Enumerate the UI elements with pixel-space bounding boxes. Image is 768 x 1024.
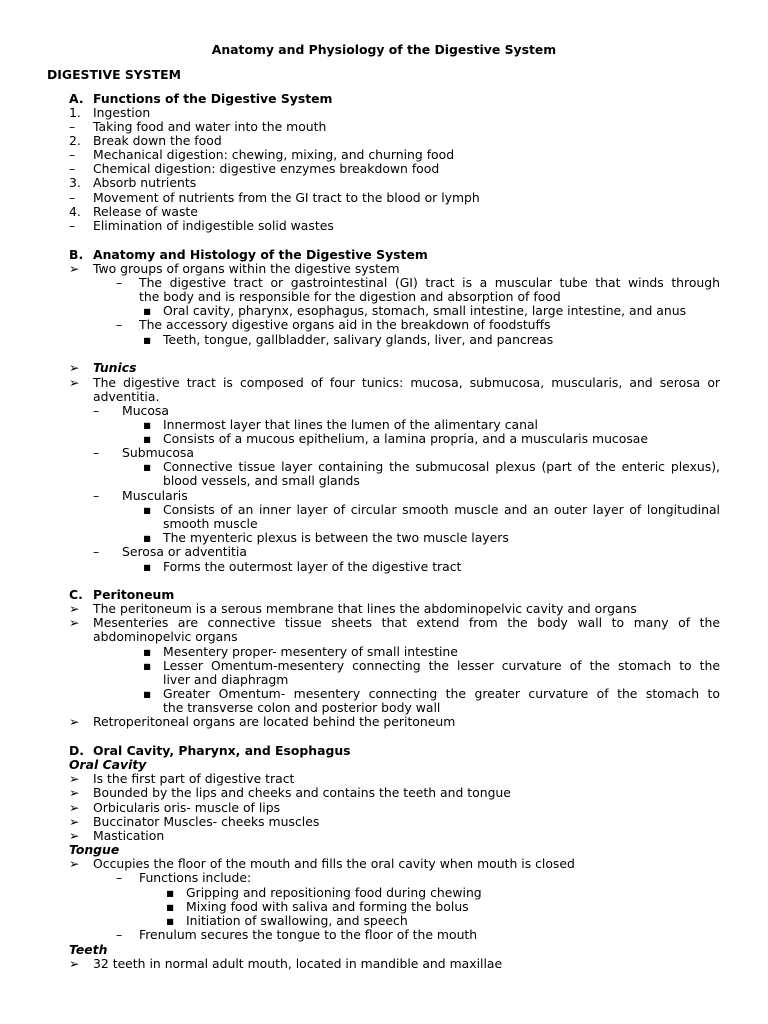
arrow-bullet-icon: ➢ <box>69 714 80 729</box>
list-item-continuation: adventitia. <box>93 389 160 404</box>
square-bullet-icon: ▪ <box>143 502 152 517</box>
arrow-bullet-icon: ➢ <box>69 771 80 786</box>
list-item: Mixing food with saliva and forming the bolus <box>186 899 469 914</box>
section-d-label: D. <box>69 743 84 758</box>
tongue-heading: Tongue <box>69 842 120 857</box>
arrow-bullet-icon: ➢ <box>69 828 80 843</box>
arrow-bullet-icon: ➢ <box>69 856 80 871</box>
section-d-heading: Oral Cavity, Pharynx, and Esophagus <box>93 743 351 758</box>
square-bullet-icon: ▪ <box>166 913 175 928</box>
square-bullet-icon: ▪ <box>166 885 175 900</box>
arrow-bullet-icon: ➢ <box>69 800 80 815</box>
square-bullet-icon: ▪ <box>143 559 152 574</box>
dash-bullet-icon: – <box>116 317 123 332</box>
square-bullet-icon: ▪ <box>143 417 152 432</box>
square-bullet-icon: ▪ <box>143 658 152 673</box>
list-item: Greater Omentum- mesentery connecting the greater curvature of the stomach to <box>163 686 720 701</box>
list-item: Frenulum secures the tongue to the floor of the mouth <box>139 927 478 942</box>
section-b-label: B. <box>69 247 84 262</box>
list-item-continuation: blood vessels, and small glands <box>163 473 360 488</box>
square-bullet-icon: ▪ <box>143 686 152 701</box>
list-item: Teeth, tongue, gallbladder, salivary glands, liver, and pancreas <box>163 332 554 347</box>
square-bullet-icon: ▪ <box>166 899 175 914</box>
square-bullet-icon: ▪ <box>143 431 152 446</box>
list-item: Orbicularis oris- muscle of lips <box>93 800 281 815</box>
dash-bullet-icon: – <box>93 403 100 418</box>
arrow-bullet-icon: ➢ <box>69 615 80 630</box>
list-item: The peritoneum is a serous membrane that lines the abdominopelvic cavity and organs <box>93 601 637 616</box>
list-item: Mastication <box>93 828 165 843</box>
list-item: Taking food and water into the mouth <box>93 119 327 134</box>
list-item: Two groups of organs within the digestive system <box>93 261 400 276</box>
tunics-heading: Tunics <box>93 360 137 375</box>
square-bullet-icon: ▪ <box>143 530 152 545</box>
oral-cavity-heading: Oral Cavity <box>69 757 147 772</box>
list-item: Bounded by the lips and cheeks and contains the teeth and tongue <box>93 785 511 800</box>
arrow-bullet-icon: ➢ <box>69 360 80 375</box>
section-heading: DIGESTIVE SYSTEM <box>47 67 181 82</box>
square-bullet-icon: ▪ <box>143 644 152 659</box>
list-marker: – <box>69 218 76 233</box>
list-item: Consists of a mucous epithelium, a lamina propria, and a muscularis mucosae <box>163 431 649 446</box>
list-item: The digestive tract is composed of four tunics: mucosa, submucosa, muscularis, and serosa or <box>93 375 720 390</box>
list-item: 32 teeth in normal adult mouth, located in mandible and maxillae <box>93 956 503 971</box>
teeth-heading: Teeth <box>69 942 108 957</box>
list-item: Gripping and repositioning food during chewing <box>186 885 482 900</box>
list-item: Mesenteries are connective tissue sheets that extend from the body wall to many of the <box>93 615 720 630</box>
dash-bullet-icon: – <box>116 870 123 885</box>
arrow-bullet-icon: ➢ <box>69 375 80 390</box>
list-marker: – <box>69 190 76 205</box>
list-item: The digestive tract or gastrointestinal (GI) tract is a muscular tube that winds through <box>139 275 720 290</box>
arrow-bullet-icon: ➢ <box>69 785 80 800</box>
list-item: Muscularis <box>122 488 188 503</box>
document-title: Anatomy and Physiology of the Digestive System <box>211 42 557 57</box>
list-item-continuation: the body and is responsible for the digestion and absorption of food <box>139 289 561 304</box>
square-bullet-icon: ▪ <box>143 459 152 474</box>
list-marker: 3. <box>69 175 81 190</box>
list-item: Break down the food <box>93 133 222 148</box>
list-item-continuation: the transverse colon and posterior body wall <box>163 700 441 715</box>
list-item: Forms the outermost layer of the digestive tract <box>163 559 462 574</box>
list-item: Movement of nutrients from the GI tract to the blood or lymph <box>93 190 480 205</box>
list-item: Absorb nutrients <box>93 175 197 190</box>
list-item: Ingestion <box>93 105 151 120</box>
list-marker: 4. <box>69 204 81 219</box>
dash-bullet-icon: – <box>93 544 100 559</box>
list-item: Is the first part of digestive tract <box>93 771 295 786</box>
dash-bullet-icon: – <box>93 488 100 503</box>
section-a-label: A. <box>69 91 84 106</box>
square-bullet-icon: ▪ <box>143 303 152 318</box>
list-item: Oral cavity, pharynx, esophagus, stomach, small intestine, large intestine, and anus <box>163 303 687 318</box>
dash-bullet-icon: – <box>116 927 123 942</box>
list-item: The accessory digestive organs aid in the breakdown of foodstuffs <box>139 317 551 332</box>
list-item: Initiation of swallowing, and speech <box>186 913 408 928</box>
list-item: Functions include: <box>139 870 252 885</box>
list-item: Elimination of indigestible solid wastes <box>93 218 334 233</box>
list-item: Release of waste <box>93 204 198 219</box>
dash-bullet-icon: – <box>116 275 123 290</box>
list-marker: 2. <box>69 133 81 148</box>
section-a-heading: Functions of the Digestive System <box>93 91 333 106</box>
list-item: Connective tissue layer containing the submucosal plexus (part of the enteric plexus), <box>163 459 720 474</box>
list-item: Serosa or adventitia <box>122 544 247 559</box>
list-marker: 1. <box>69 105 81 120</box>
list-item: Lesser Omentum-mesentery connecting the lesser curvature of the stomach to the <box>163 658 720 673</box>
list-item: Buccinator Muscles- cheeks muscles <box>93 814 320 829</box>
arrow-bullet-icon: ➢ <box>69 261 80 276</box>
arrow-bullet-icon: ➢ <box>69 956 80 971</box>
section-c-label: C. <box>69 587 83 602</box>
list-item-continuation: abdominopelvic organs <box>93 629 238 644</box>
list-item: Occupies the floor of the mouth and fills the oral cavity when mouth is closed <box>93 856 575 871</box>
arrow-bullet-icon: ➢ <box>69 814 80 829</box>
list-item: Consists of an inner layer of circular smooth muscle and an outer layer of longitudinal <box>163 502 720 517</box>
list-item: Retroperitoneal organs are located behind the peritoneum <box>93 714 456 729</box>
dash-bullet-icon: – <box>93 445 100 460</box>
list-item: Chemical digestion: digestive enzymes breakdown food <box>93 161 440 176</box>
list-marker: – <box>69 161 76 176</box>
list-item-continuation: smooth muscle <box>163 516 258 531</box>
list-item: Mechanical digestion: chewing, mixing, and churning food <box>93 147 455 162</box>
list-item: Mesentery proper- mesentery of small intestine <box>163 644 458 659</box>
list-item: Submucosa <box>122 445 194 460</box>
section-c-heading: Peritoneum <box>93 587 175 602</box>
list-item: The myenteric plexus is between the two muscle layers <box>163 530 509 545</box>
square-bullet-icon: ▪ <box>143 332 152 347</box>
section-b-heading: Anatomy and Histology of the Digestive System <box>93 247 428 262</box>
list-item: Mucosa <box>122 403 169 418</box>
list-item: Innermost layer that lines the lumen of the alimentary canal <box>163 417 538 432</box>
arrow-bullet-icon: ➢ <box>69 601 80 616</box>
list-item-continuation: liver and diaphragm <box>163 672 289 687</box>
list-marker: – <box>69 119 76 134</box>
list-marker: – <box>69 147 76 162</box>
